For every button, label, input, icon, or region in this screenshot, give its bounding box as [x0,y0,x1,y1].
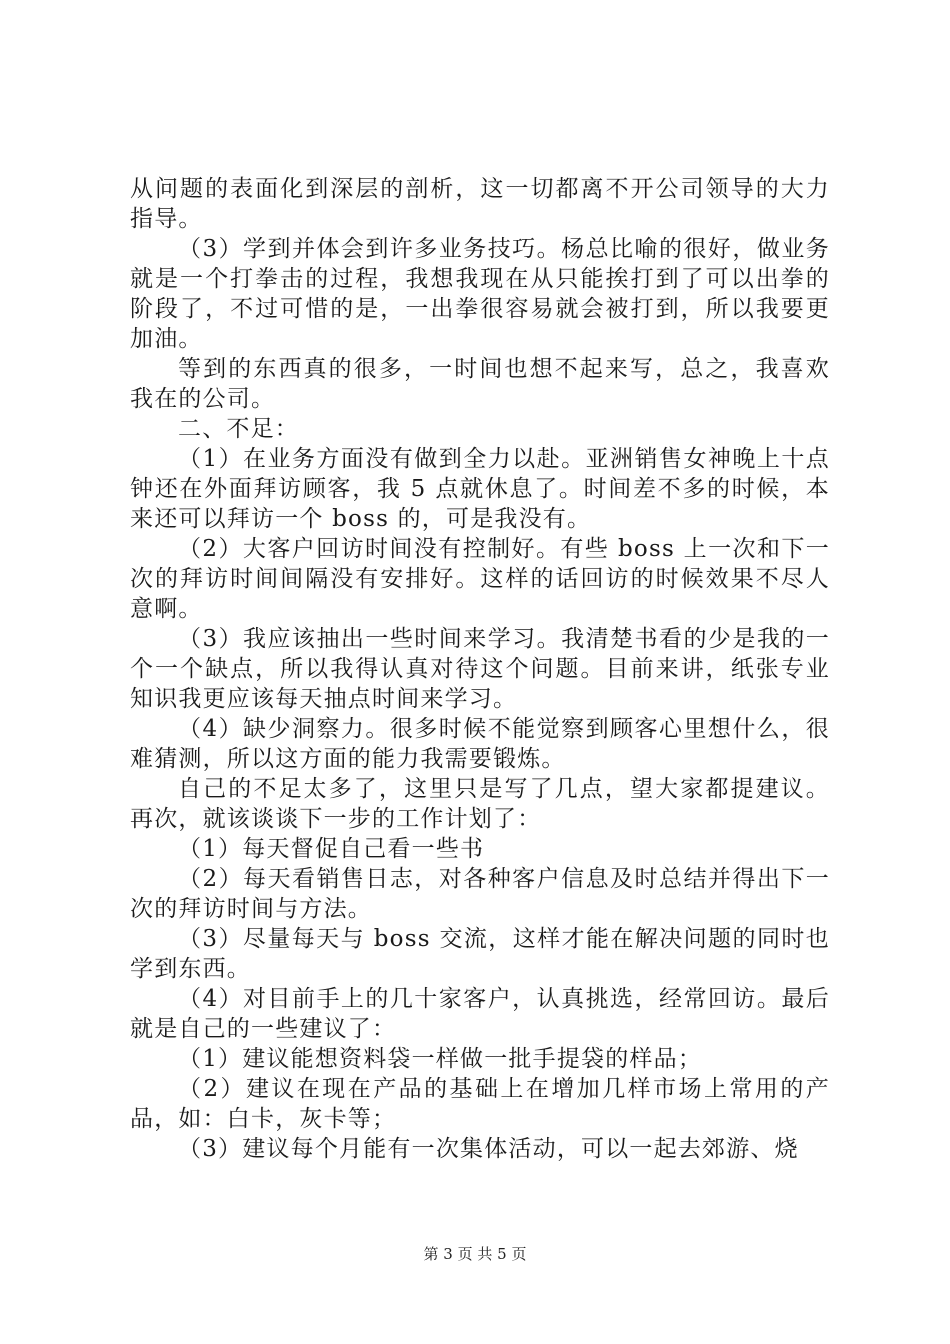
paragraph-6: （2）大客户回访时间没有控制好。有些 boss 上一次和下一次的拜访时间间隔没有安排好。这样的话回访的时候效果不尽人意啊。 [130,536,830,622]
paragraph-3: 等到的东西真的很多，一时间也想不起来写，总之，我喜欢我在的公司。 [130,356,830,412]
paragraph-8: （4）缺少洞察力。很多时候不能觉察到顾客心里想什么，很难猜测，所以这方面的能力我需要锻炼。 [130,716,830,772]
paragraph-5: （1）在业务方面没有做到全力以赴。亚洲销售女神晚上十点钟还在外面拜访顾客，我 5 点就休息了。时间差不多的时候，本来还可以拜访一个 boss 的，可是我没有。 [130,446,830,532]
suggestion-item-3: （3）建议每个月能有一次集体活动，可以一起去郊游、烧 [178,1136,799,1162]
plan-item-4: （4）对目前手上的几十家客户，认真挑选，经常回访。最后就是自己的一些建议了： [130,986,830,1042]
paragraph-1: 从问题的表面化到深层的剖析，这一切都离不开公司领导的大力指导。 [130,176,830,232]
section-heading-shortcomings: 二、不足： [178,416,299,442]
plan-item-2: （2）每天看销售日志，对各种客户信息及时总结并得出下一次的拜访时间与方法。 [130,866,830,922]
suggestion-item-1: （1）建议能想资料袋一样做一批手提袋的样品； [178,1046,703,1072]
document-body [130,174,830,1164]
page-number-footer: 第 3 页 共 5 页 [423,1245,527,1263]
plan-item-1: （1）每天督促自己看一些书 [178,836,485,862]
suggestion-item-2: （2）建议在现在产品的基础上在增加几样市场上常用的产品，如：白卡，灰卡等； [130,1076,830,1132]
paragraph-9: 自己的不足太多了，这里只是写了几点，望大家都提建议。再次，就该谈谈下一步的工作计划了： [130,776,830,832]
paragraph-2: （3）学到并体会到许多业务技巧。杨总比喻的很好，做业务就是一个打拳击的过程，我想我现在从只能挨打到了可以出拳的阶段了，不过可惜的是，一出拳很容易就会被打到，所以我要更加油。 [130,236,830,352]
paragraph-7: （3）我应该抽出一些时间来学习。我清楚书看的少是我的一个一个缺点，所以我得认真对待这个问题。目前来讲，纸张专业知识我更应该每天抽点时间来学习。 [130,626,830,712]
plan-item-3: （3）尽量每天与 boss 交流，这样才能在解决问题的同时也学到东西。 [130,926,830,982]
